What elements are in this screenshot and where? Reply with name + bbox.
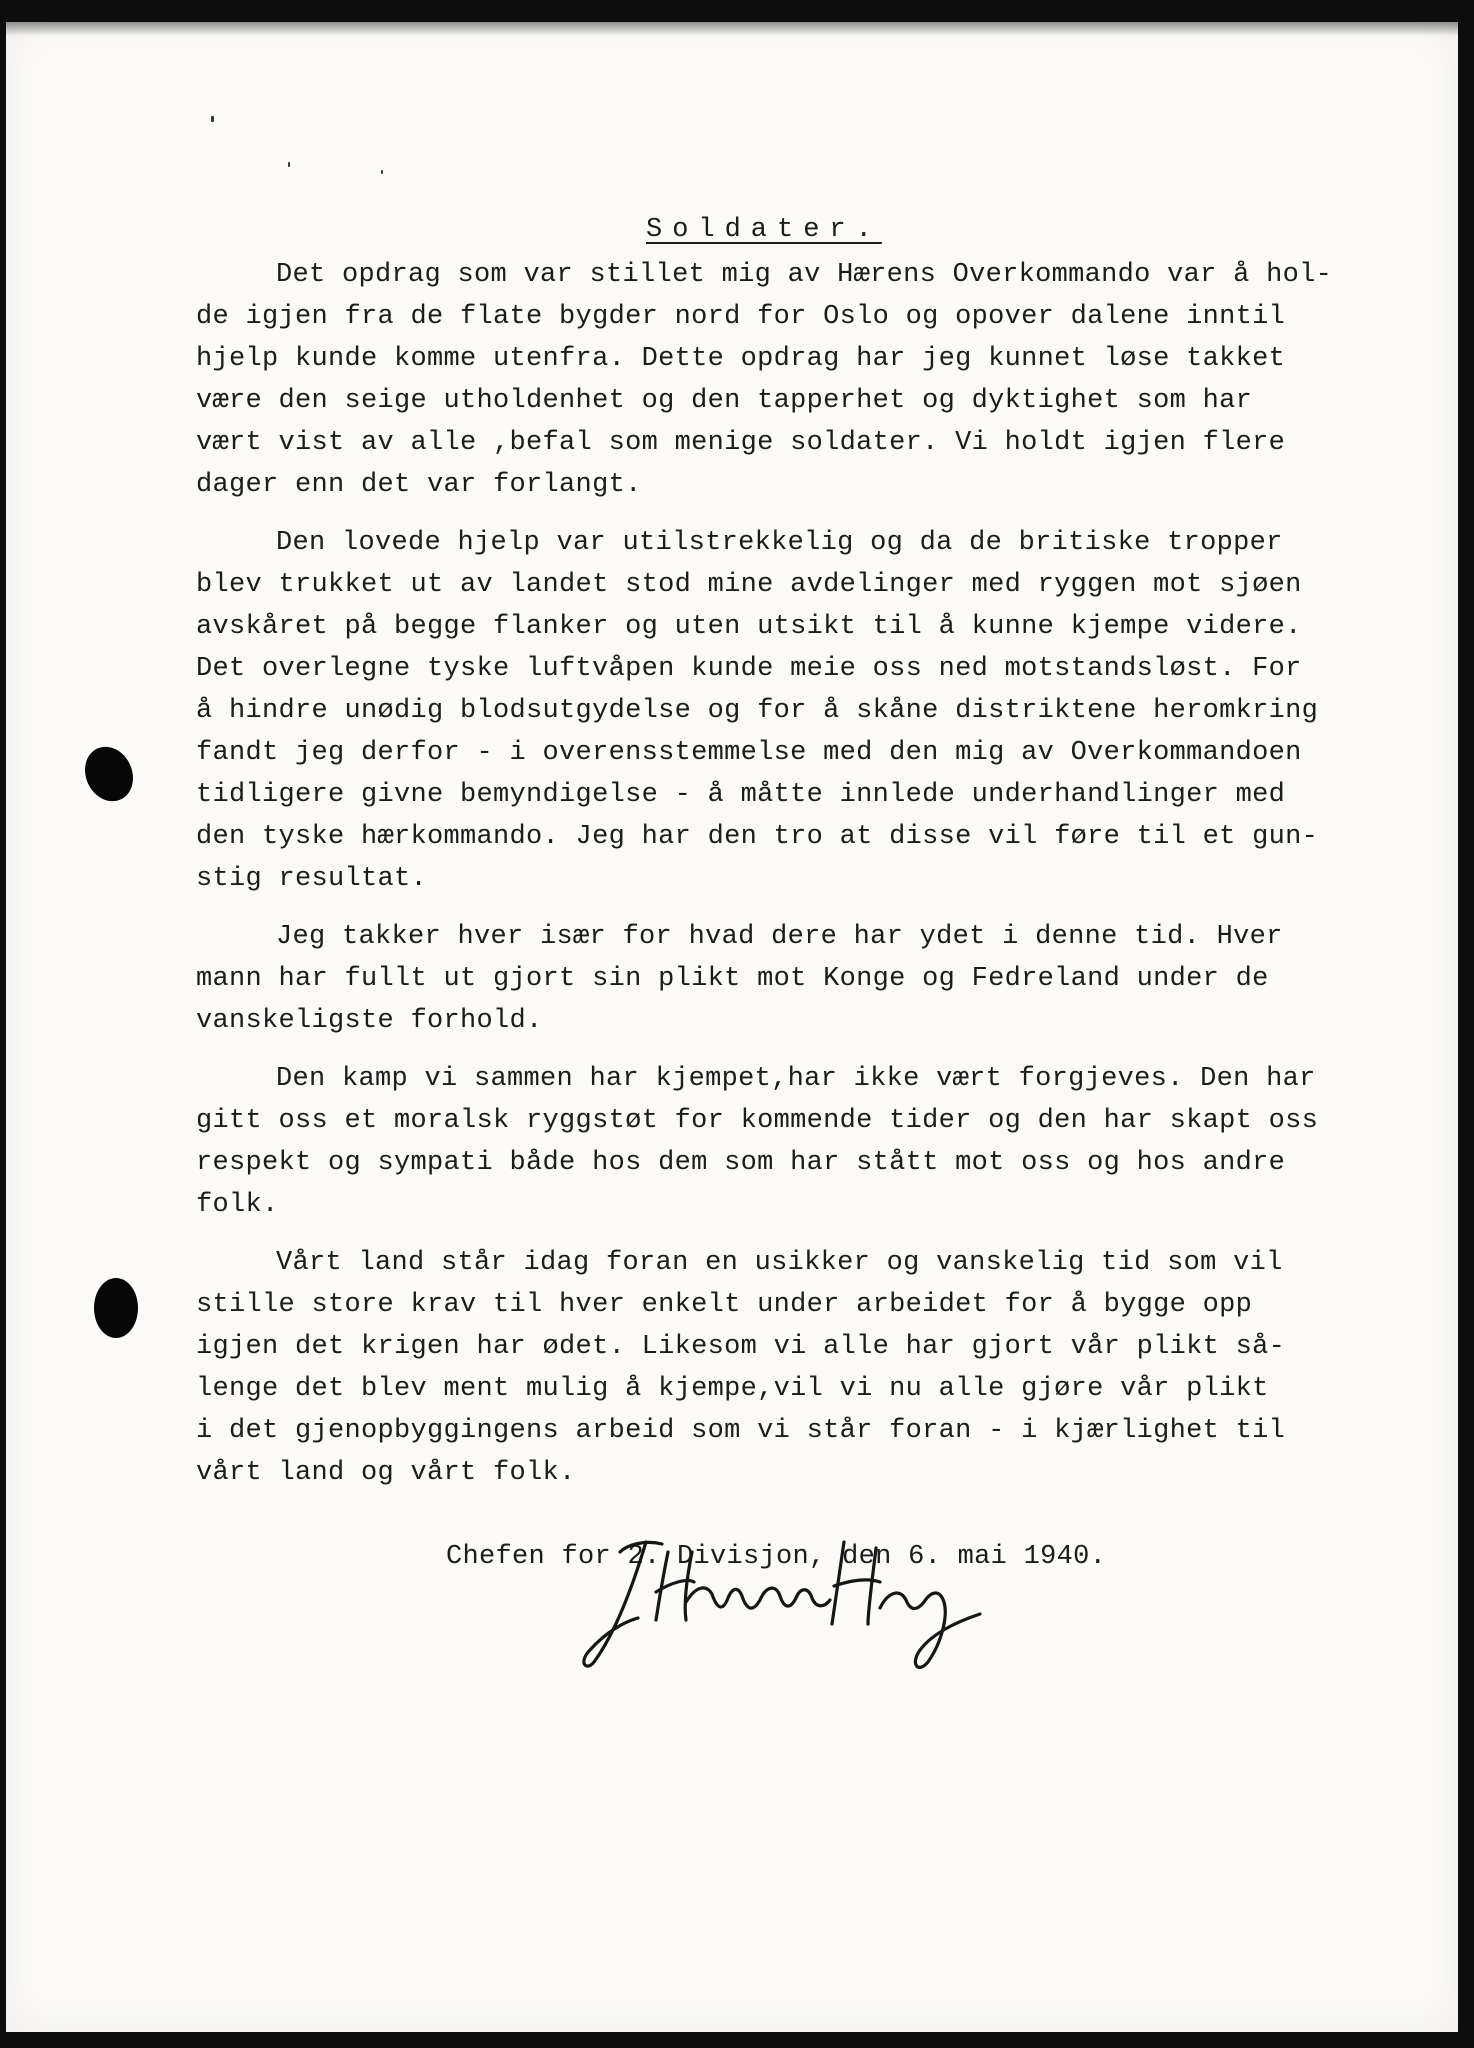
text-line: avskåret på begge flanker og uten utsikt til å kunne kjempe videre. (196, 612, 1302, 642)
handwritten-signature (576, 1522, 996, 1672)
paragraph (196, 1058, 1376, 1226)
text-line: å hindre unødig blodsutgydelse og for å skåne distriktene heromkring (196, 696, 1319, 726)
text-line: vanskeligste forhold. (196, 1006, 543, 1036)
signature-graphic (576, 1522, 996, 1672)
text-line: gitt oss et moralsk ryggstøt for kommende tider og den har skapt oss (196, 1106, 1319, 1136)
text-line: stig resultat. (196, 864, 428, 894)
text-line: vårt land og vårt folk. (196, 1458, 576, 1488)
text-line: dager enn det var forlangt. (196, 470, 642, 500)
text-line: Den lovede hjelp var utilstrekkelig og da de britiske tropper (276, 528, 1283, 558)
text-line: igjen det krigen har ødet. Likesom vi alle har gjort vår plikt så- (196, 1332, 1286, 1362)
document-title: Soldater. (646, 215, 882, 245)
margin-mark (381, 170, 383, 174)
paragraph (196, 522, 1376, 900)
text-line: Det overlegne tyske luftvåpen kunde meie oss ned motstandsløst. For (196, 654, 1302, 684)
text-line: respekt og sympati både hos dem som har stått mot oss og hos andre (196, 1148, 1286, 1178)
punch-hole-upper (76, 739, 141, 809)
margin-mark (288, 162, 290, 167)
document-page (6, 22, 1458, 2032)
text-line: vært vist av alle ,befal som menige soldater. Vi holdt igjen flere (196, 428, 1286, 458)
text-line: hjelp kunde komme utenfra. Dette opdrag har jeg kunnet løse takket (196, 344, 1286, 374)
text-line: den tyske hærkommando. Jeg har den tro at disse vil føre til et gun- (196, 822, 1319, 852)
text-line: Vårt land står idag foran en usikker og vanskelig tid som vil (276, 1248, 1283, 1278)
text-line: fandt jeg derfor - i overensstemmelse med den mig av Overkommandoen (196, 738, 1302, 768)
letter-body (196, 210, 1376, 1578)
text-line: lenge det blev ment mulig å kjempe,vil vi nu alle gjøre vår plikt (196, 1374, 1269, 1404)
text-line: i det gjenopbyggingens arbeid som vi står foran - i kjærlighet til (196, 1416, 1286, 1446)
text-line: blev trukket ut av landet stod mine avdelinger med ryggen mot sjøen (196, 570, 1302, 600)
text-line: de igjen fra de flate bygder nord for Oslo og opover dalene inntil (196, 302, 1286, 332)
text-line: Det opdrag som var stillet mig av Hærens Overkommando var å hol- (276, 260, 1333, 290)
text-line: tidligere givne bemyndigelse - å måtte innlede underhandlinger med (196, 780, 1286, 810)
scan-top-edge (6, 22, 1458, 36)
margin-mark (211, 116, 214, 122)
text-line: folk. (196, 1190, 279, 1220)
punch-hole-lower (94, 1278, 138, 1338)
text-line: mann har fullt ut gjort sin plikt mot Konge og Fedreland under de (196, 964, 1269, 994)
paragraph (196, 254, 1376, 506)
paragraphs (196, 254, 1376, 1494)
paragraph (196, 916, 1376, 1042)
closing-line: Chefen for 2. Divisjon, den 6. mai 1940. (446, 1542, 1107, 1572)
text-line: stille store krav til hver enkelt under arbeidet for å bygge opp (196, 1290, 1253, 1320)
text-line: være den seige utholdenhet og den tapperhet og dyktighet som har (196, 386, 1253, 416)
text-line: Den kamp vi sammen har kjempet,har ikke vært forgjeves. Den har (276, 1064, 1316, 1094)
text-line: Jeg takker hver især for hvad dere har ydet i denne tid. Hver (276, 922, 1283, 952)
paragraph (196, 1242, 1376, 1494)
